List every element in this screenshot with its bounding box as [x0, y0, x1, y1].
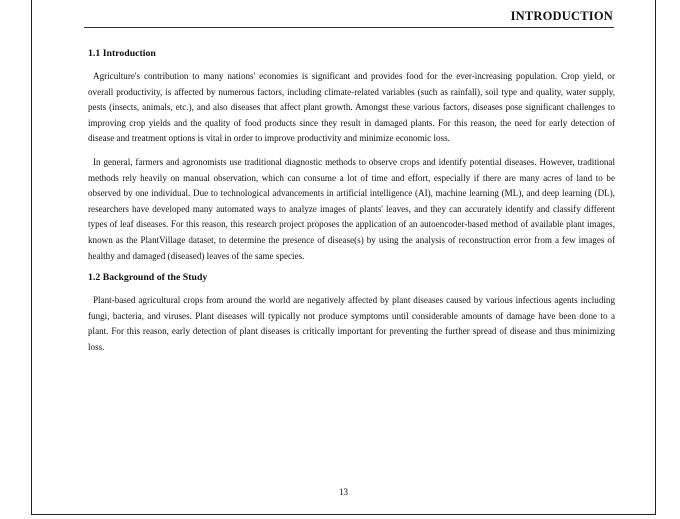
paragraph: In general, farmers and agronomists use traditional diagnostic methods to observe crops and identify potential diseases. However, traditional methods rely heavily on manual observation, which can consume a lot of time and effort, especially if there are many acres of land to be observed by one individual. Due to technological advancements in artificial intelligence (AI), machine learning (ML), and deep learning (DL), researchers have developed many automated ways to analyze images of plants' leaves, and they can accurately identify and classify different types of leaf diseases. For this reason, this research project proposes the application of an autoencoder-based method of available plant images, known as the PlantVillage dataset, to determine the presence of disease(s) by using the analysis of reconstruction error from a few images of healthy and damaged (diseased) leaves of the same species. [88, 156, 615, 261]
header-rule [84, 27, 614, 28]
page-number: 13 [339, 487, 348, 497]
paragraph: Plant-based agricultural crops from around the world are negatively affected by plant diseases caused by various infectious agents including fungi, bacteria, and viruses. Plant diseases will typically not produce symptoms until considerable amounts of damage have been done to a plant. For this reason, early detection of plant diseases is critically important for preventing the further spread of disease and thus minimizing loss. [88, 295, 615, 352]
document-page [31, 0, 656, 515]
paragraph: Agriculture's contribution to many nations' economies is significant and provides food for the ever-increasing population. Crop yield, or overall productivity, is affected by numerous factors, including climate-related variables (such as rainfall), soil type and quality, water supply, pests (insects, animals, etc.), and also diseases that affect plant growth. Amongst these various factors, diseases pose significant challenges to improving crop yields and the quality of food products since they result in damaged plants. For this reason, the need for early detection of disease and treatment options is vital in order to improve productivity and minimize economic loss. [88, 71, 615, 144]
page-content [88, 48, 615, 364]
chapter-title: INTRODUCTION [510, 9, 613, 23]
section-heading-background: 1.2 Background of the Study [88, 272, 208, 284]
section-heading-introduction: 1.1 Introduction [88, 48, 156, 59]
